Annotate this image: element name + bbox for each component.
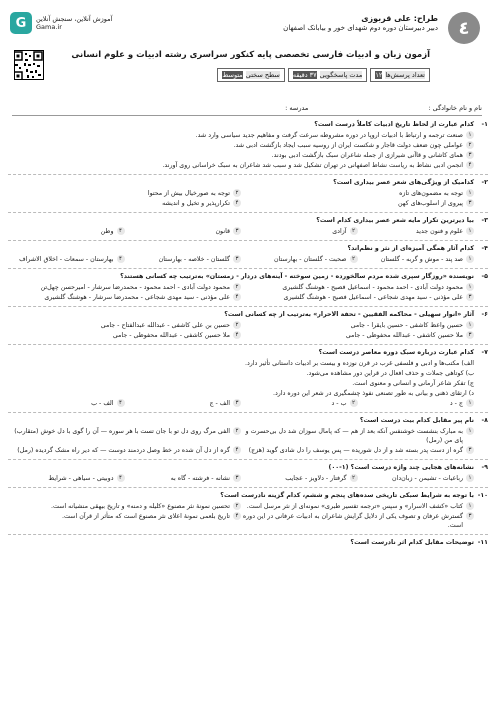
option-text: آزادی bbox=[332, 228, 347, 235]
question-stem: کدام عبارت درباره سبک دوره معاصر درست است؟ bbox=[318, 349, 474, 356]
question-item bbox=[8, 463, 488, 484]
question-item bbox=[8, 216, 488, 237]
question-stem: نویسنده «روزگار سپری شده مردم سالخورده - زمین سوخته - آینه‌های دردار - زمستان» به‌ترتیب چه کسانی هستند؟ bbox=[120, 273, 474, 280]
option-text: تاریخ بلعمی نمونۀ اعلای نثر مصنوع است که متأثر از قرآن است. bbox=[61, 513, 230, 520]
option-text: محمود دولت آبادی - احمد محمود - اسماعیل فصیح - هوشنگ گلشیری bbox=[282, 284, 463, 291]
option-number: ۱ bbox=[466, 189, 474, 197]
answer-option[interactable] bbox=[125, 399, 242, 408]
option-text: حسین واعظ کاشفی - حسین بایقرا - جامی bbox=[350, 322, 463, 329]
brand[interactable] bbox=[10, 12, 112, 34]
answer-option[interactable] bbox=[241, 399, 358, 408]
brand-tagline: آموزش آنلاین، سنجش آنلاین bbox=[36, 15, 113, 23]
option-number: ۲ bbox=[233, 189, 241, 197]
question-item bbox=[8, 348, 488, 409]
answer-option[interactable] bbox=[8, 512, 241, 530]
option-text: گره از دست پدر بسته شد و از دل شوریده — پس یوسف را دل شادی گوید (هزج) bbox=[248, 447, 463, 454]
answer-option[interactable] bbox=[8, 141, 474, 150]
question-item bbox=[8, 416, 488, 456]
options-group bbox=[8, 189, 474, 209]
option-text: علی مؤذنی - سید مهدی شجاعی - محمدرضا سرشار - هوشنگ گلشیری bbox=[44, 294, 230, 301]
option-text: صنعت ترجمه و ارتباط با ادبیات اروپا در دوره مشروطه سرعت گرفت و مفاهیم جدید سیاسی وارد شد. bbox=[195, 132, 463, 139]
question-stem: کدام عبارت از لحاظ تاریخ ادبیات کاملاً درست است؟ bbox=[314, 121, 474, 128]
question-item bbox=[8, 120, 488, 171]
question-stem: کدامیک از ویژگی‌های شعر عصر بیداری است؟ bbox=[333, 179, 474, 186]
option-number: ۴ bbox=[117, 227, 125, 235]
question-item bbox=[8, 272, 488, 303]
option-number: ۱ bbox=[466, 255, 474, 263]
option-number: ۲ bbox=[233, 321, 241, 329]
option-number: ۳ bbox=[466, 446, 474, 454]
answer-option[interactable] bbox=[358, 227, 475, 236]
option-text: تکرارپذیر و تخیل و اندیشه bbox=[162, 200, 230, 207]
option-text: توجه به مضمون‌های تازه bbox=[399, 190, 463, 197]
options-group bbox=[8, 321, 474, 341]
option-number: ۳ bbox=[466, 151, 474, 159]
option-text: ملا حسین کاشفی - عبدالله محفوظی - جامی bbox=[345, 332, 463, 339]
answer-option[interactable] bbox=[241, 189, 474, 198]
question-stem: توضیحات مقابل کدام اثر نادرست است؟ bbox=[350, 539, 474, 546]
question-stem: کدام آثار همگی آمیزه‌ای از نثر و نظم‌اند؟ bbox=[347, 245, 474, 252]
answer-option[interactable] bbox=[241, 512, 474, 530]
answer-option[interactable] bbox=[241, 502, 474, 511]
option-text: حسین بن علی کاشفی - عبدالله عبدالفتاح - جامی bbox=[100, 322, 230, 329]
option-text: نشانه - فرشته - گاه به bbox=[170, 475, 230, 482]
question-divider bbox=[8, 174, 488, 175]
options-group bbox=[8, 255, 474, 265]
exam-meta bbox=[217, 68, 430, 82]
answer-option[interactable] bbox=[8, 427, 241, 445]
meta-duration: مدت پاسخگویی ۳۷ دقیقه bbox=[288, 68, 367, 82]
brand-url: Gama.ir bbox=[36, 23, 62, 31]
option-text: کتاب «کشف الاسرار» و سپس «ترجمه تفسیر طبری» نمونه‌ای از نثر مرسل است. bbox=[246, 503, 463, 510]
statement-line: د) ارتقای ذهنی و بیانی به طور تصنعی نفوذ چشمگیری در شعر این دوره دارد. bbox=[272, 390, 474, 397]
answer-option[interactable] bbox=[241, 293, 474, 302]
option-text: الفی مرگ روی دل تو با جان تست با هر سوره — آن را گوی با دل خوش (متقارب) bbox=[14, 428, 230, 435]
option-number: ۱ bbox=[466, 474, 474, 482]
statement-line: ب) کوتاهی جملات و حذف افعال در قراین دور مشاهده می‌شود. bbox=[306, 370, 474, 377]
options-group bbox=[8, 131, 474, 171]
option-number: ۴ bbox=[233, 512, 241, 520]
option-text: صحبت - گلستان - بهارستان bbox=[273, 256, 347, 263]
question-number: ۹- bbox=[481, 464, 488, 471]
option-text: ملا حسین کاشفی - عبدالله محفوظی - جامی bbox=[112, 332, 230, 339]
option-number: ۳ bbox=[233, 255, 241, 263]
option-number: ۲ bbox=[233, 283, 241, 291]
qr-code-icon bbox=[14, 50, 44, 80]
option-text: گره از دل آن شده در خط وصل دردمند دوست — که دیر راه مشک گردیده (رمل) bbox=[17, 447, 230, 454]
answer-option[interactable] bbox=[8, 131, 474, 140]
meta-difficulty: سطح سختی متوسط bbox=[217, 68, 284, 82]
option-text: دوبیتی - سیاهی - شرایط bbox=[48, 475, 114, 482]
author-name: طراح: علی قربوزی bbox=[361, 14, 438, 23]
question-number: ۵- bbox=[481, 273, 488, 280]
question-number: ۳- bbox=[481, 217, 488, 224]
question-stem: آثار «انوار سهیلی - محاکمه الفقیین - تحفة الاحرار» به‌ترتیب از چه کسانی است؟ bbox=[224, 311, 474, 318]
answer-option[interactable] bbox=[241, 427, 474, 445]
option-number: ۲ bbox=[466, 141, 474, 149]
option-text: گرفتار - دلاویز - عجایب bbox=[285, 475, 347, 482]
option-text: رباعیات - تشیمن - زبان‌دان bbox=[392, 475, 463, 482]
option-number: ۲ bbox=[233, 502, 241, 510]
option-number: ۱ bbox=[466, 131, 474, 139]
answer-option[interactable] bbox=[358, 474, 475, 483]
option-number: ۳ bbox=[466, 293, 474, 301]
option-text: محمود دولت آبادی - احمد محمود - محمدرضا سرشار - امیرحسن چهل‌تن bbox=[40, 284, 230, 291]
option-number: ۲ bbox=[350, 474, 358, 482]
option-text: قانون bbox=[215, 228, 230, 235]
question-number: ۶- bbox=[481, 311, 488, 318]
answer-option[interactable] bbox=[8, 321, 241, 330]
question-divider bbox=[8, 268, 488, 269]
question-number: ۱۱- bbox=[477, 539, 488, 546]
brand-logo-icon: G bbox=[10, 12, 32, 34]
question-item bbox=[8, 491, 488, 531]
option-number: ۳ bbox=[466, 199, 474, 207]
question-number: ۸- bbox=[481, 417, 488, 424]
option-text: انجمن ادبی نشاط به ریاست نشاط اصفهانی در تهران تشکیل شد و سبب شد شاعران به سبک خراسانی روی آورند. bbox=[162, 162, 463, 169]
question-divider bbox=[8, 344, 488, 345]
option-number: ۲ bbox=[350, 399, 358, 407]
option-number: ۴ bbox=[233, 331, 241, 339]
answer-option[interactable] bbox=[241, 199, 474, 208]
answer-option[interactable] bbox=[8, 199, 241, 208]
question-divider bbox=[8, 412, 488, 413]
question-number: ۱- bbox=[481, 121, 488, 128]
question-list bbox=[8, 120, 488, 552]
answer-option[interactable] bbox=[8, 502, 241, 511]
author-info bbox=[283, 14, 438, 33]
answer-option[interactable] bbox=[8, 446, 241, 455]
answer-option[interactable] bbox=[241, 283, 474, 292]
answer-option[interactable] bbox=[8, 399, 125, 408]
options-group bbox=[8, 427, 474, 456]
question-item bbox=[8, 244, 488, 265]
option-number: ۴ bbox=[233, 293, 241, 301]
number-badge: ٤ bbox=[448, 12, 480, 44]
option-text: ب - د bbox=[331, 400, 347, 407]
option-number: ۲ bbox=[350, 227, 358, 235]
answer-option[interactable] bbox=[8, 151, 474, 160]
option-text: صد پند - موش و گربه - گلستان bbox=[380, 256, 463, 263]
statement-line: ج) تفکر شاعر آرمانی و انسانی و معنوی است. bbox=[352, 380, 474, 387]
option-number: ۱ bbox=[466, 502, 474, 510]
answer-option[interactable] bbox=[8, 283, 241, 292]
question-number: ۱۰- bbox=[477, 492, 488, 499]
answer-option[interactable] bbox=[241, 446, 474, 455]
answer-option[interactable] bbox=[241, 331, 474, 340]
answer-option[interactable] bbox=[241, 227, 358, 236]
answer-option[interactable] bbox=[8, 331, 241, 340]
header bbox=[10, 6, 486, 96]
answer-option[interactable] bbox=[8, 293, 241, 302]
question-divider bbox=[8, 240, 488, 241]
options-group bbox=[8, 227, 474, 237]
option-number: ۴ bbox=[233, 446, 241, 454]
question-number: ۴- bbox=[481, 245, 488, 252]
option-text: الف - ب bbox=[91, 400, 114, 407]
option-number: ۲ bbox=[233, 427, 241, 435]
student-info-row bbox=[12, 104, 482, 116]
option-text: علی مؤذنی - سید مهدی شجاعی - اسماعیل فصیح - هوشنگ گلشیری bbox=[283, 294, 463, 301]
option-number: ۱ bbox=[466, 427, 474, 435]
question-item bbox=[8, 538, 488, 549]
question-item bbox=[8, 310, 488, 341]
answer-option[interactable] bbox=[241, 255, 358, 264]
question-stem: با توجه به شرایط سبکی تاریخی سده‌های پنجم و ششم، کدام گزینه نادرست است؟ bbox=[220, 492, 474, 499]
meta-question-count: تعداد پرسش‌ها ۱۲ bbox=[370, 68, 430, 82]
question-statements bbox=[8, 359, 474, 398]
name-field-label: نام و نام خانوادگی : bbox=[428, 104, 482, 112]
answer-option[interactable] bbox=[8, 161, 474, 170]
answer-option[interactable] bbox=[125, 474, 242, 483]
option-text: توجه به صورخیال بیش از محتوا bbox=[147, 190, 230, 197]
option-text: بهارستان - سمعات - اخلاق الاشراف bbox=[19, 256, 114, 263]
question-stem: نشانه‌های هجایی چند واژه درست است؟ (۱-۰۰) bbox=[328, 464, 474, 471]
option-number: ۴ bbox=[466, 161, 474, 169]
answer-option[interactable] bbox=[8, 474, 125, 483]
option-text: تحسین نمونۀ نثر مصنوع «کلیله و دمنه» و تاریخ بیهقی منشیانه است. bbox=[50, 503, 230, 510]
school-field-label: مدرسه : bbox=[285, 104, 309, 112]
answer-option[interactable] bbox=[241, 474, 358, 483]
option-number: ۳ bbox=[466, 512, 474, 520]
option-number: ۴ bbox=[117, 399, 125, 407]
option-text: وطن bbox=[100, 228, 114, 235]
answer-option[interactable] bbox=[358, 399, 475, 408]
option-number: ۱ bbox=[466, 321, 474, 329]
answer-option[interactable] bbox=[125, 255, 242, 264]
option-number: ۴ bbox=[117, 474, 125, 482]
question-item bbox=[8, 178, 488, 209]
option-number: ۱ bbox=[466, 283, 474, 291]
question-divider bbox=[8, 306, 488, 307]
option-text: عواملی چون ضعف دولت قاجار و شکست ایران از روسیه سبب ایجاد بازگشت ادبی شد. bbox=[233, 142, 463, 149]
option-number: ۲ bbox=[350, 255, 358, 263]
option-text: گلستان - خلاصه - بهارستان bbox=[158, 256, 230, 263]
option-number: ۴ bbox=[117, 255, 125, 263]
option-number: ۴ bbox=[233, 199, 241, 207]
option-number: ۳ bbox=[233, 227, 241, 235]
question-divider bbox=[8, 487, 488, 488]
question-number: ۲- bbox=[481, 179, 488, 186]
answer-option[interactable] bbox=[8, 189, 241, 198]
option-number: ۳ bbox=[233, 474, 241, 482]
option-text: الف - ج bbox=[209, 400, 230, 407]
question-stem: بیا دیرترین تکرار مایه شعر عصر بیداری کدام است؟ bbox=[316, 217, 474, 224]
exam-title: آزمون زبان و ادبیات فارسی تخصصی پایه کنکور سراسری رشته ادبیات و علوم انسانی bbox=[71, 50, 430, 60]
options-group bbox=[8, 502, 474, 531]
question-divider bbox=[8, 212, 488, 213]
options-group bbox=[8, 474, 474, 484]
option-number: ۳ bbox=[233, 399, 241, 407]
question-stem: نام پیر مقابل کدام بیت درست است؟ bbox=[359, 417, 474, 424]
option-text: به مبارک بنشست خوشنفس آنکه بعد از هم — که پامال سوزان شد دل بی‌حسرت و پای من (رمل) bbox=[245, 428, 463, 444]
answer-option[interactable] bbox=[125, 227, 242, 236]
answer-option[interactable] bbox=[8, 227, 125, 236]
option-text: پیروی از اسلوب‌های کهن bbox=[397, 200, 463, 207]
option-text: علوم و فنون جدید bbox=[415, 228, 463, 235]
question-divider bbox=[8, 534, 488, 535]
option-text: همای کاشانی و قاآنی شیرازی از جمله شاعران سبک بازگشت ادبی بودند. bbox=[271, 152, 463, 159]
answer-option[interactable] bbox=[358, 255, 475, 264]
question-divider bbox=[8, 459, 488, 460]
option-number: ۱ bbox=[466, 227, 474, 235]
option-text: ج - د bbox=[449, 400, 463, 407]
options-group bbox=[8, 283, 474, 303]
author-desc: دبیر دبیرستان دوره دوم شهدای خور و بیابانک اصفهان bbox=[283, 24, 438, 32]
question-number: ۷- bbox=[481, 349, 488, 356]
answer-option[interactable] bbox=[241, 321, 474, 330]
option-number: ۱ bbox=[466, 399, 474, 407]
options-group bbox=[8, 399, 474, 409]
statement-line: الف) مکتب‌ها و ادبی و فلسفی غرب در قرن نوزده و بیست بر ادبیات داستانی تأثیر دارد. bbox=[244, 360, 474, 367]
option-number: ۳ bbox=[466, 331, 474, 339]
option-text: گسترش عرفان و تصوف یکی از دلایل گرایش شاعران به ادبیات عرفانی در این دوره است. bbox=[242, 513, 463, 529]
answer-option[interactable] bbox=[8, 255, 125, 264]
